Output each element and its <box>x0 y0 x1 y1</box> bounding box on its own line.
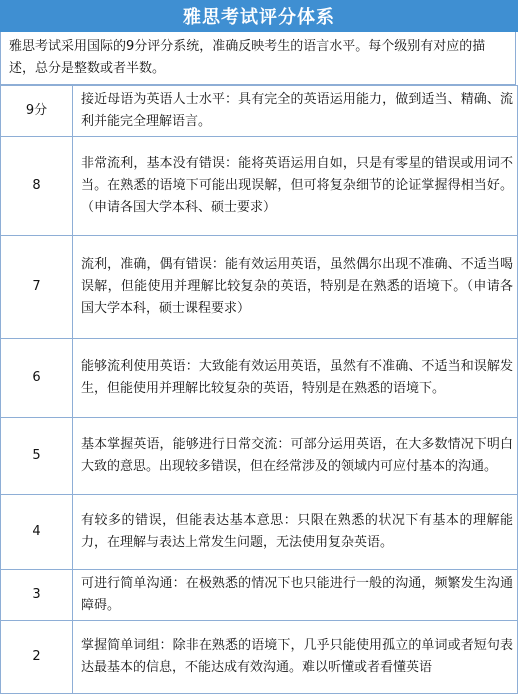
score-cell: 3 <box>1 570 73 621</box>
score-cell: 8 <box>1 137 73 236</box>
description-cell: 基本掌握英语，能够进行日常交流：可部分运用英语，在大多数情况下明白大致的意思。出现较多错误，但在经常涉及的领域内可应付基本的沟通。 <box>73 418 518 495</box>
description-cell: 有较多的错误，但能表达基本意思：只限在熟悉的状况下有基本的理解能力，在理解与表达上常发生问题，无法使用复杂英语。 <box>73 495 518 570</box>
score-cell: 4 <box>1 495 73 570</box>
table-row <box>1 339 518 418</box>
score-cell: 7 <box>1 236 73 339</box>
intro-text: 雅思考试采用国际的9分评分系统，准确反映考生的语言水平。每个级别有对应的描述，总分是整数或者半数。 <box>0 32 516 85</box>
table-row <box>1 570 518 621</box>
table-row <box>1 86 518 137</box>
score-cell: 9分 <box>1 86 73 137</box>
table-row <box>1 236 518 339</box>
table-row <box>1 495 518 570</box>
description-cell: 非常流利，基本没有错误：能将英语运用自如，只是有零星的错误或用词不当。在熟悉的语境下可能出现误解，但可将复杂细节的论证掌握得相当好。（申请各国大学本科、硕士要求） <box>73 137 518 236</box>
description-cell: 掌握简单词组：除非在熟悉的语境下，几乎只能使用孤立的单词或者短句表达最基本的信息，不能达成有效沟通。难以听懂或者看懂英语 <box>73 621 518 694</box>
description-cell: 流利，准确，偶有错误：能有效运用英语，虽然偶尔出现不准确、不适当喝误解，但能使用并理解比较复杂的英语，特别是在熟悉的语境下。（申请各国大学本科，硕士课程要求） <box>73 236 518 339</box>
score-cell: 2 <box>1 621 73 694</box>
description-cell: 接近母语为英语人士水平：具有完全的英语运用能力，做到适当、精确、流利并能完全理解语言。 <box>73 86 518 137</box>
table-row <box>1 137 518 236</box>
score-cell: 6 <box>1 339 73 418</box>
description-cell: 可进行简单沟通：在极熟悉的情况下也只能进行一般的沟通，频繁发生沟通障碍。 <box>73 570 518 621</box>
page-title: 雅思考试评分体系 <box>0 0 518 32</box>
score-table <box>0 85 518 694</box>
score-cell: 5 <box>1 418 73 495</box>
table-row <box>1 418 518 495</box>
table-row <box>1 621 518 694</box>
description-cell: 能够流利使用英语：大致能有效运用英语，虽然有不准确、不适当和误解发生，但能使用并理解比较复杂的英语，特别是在熟悉的语境下。 <box>73 339 518 418</box>
